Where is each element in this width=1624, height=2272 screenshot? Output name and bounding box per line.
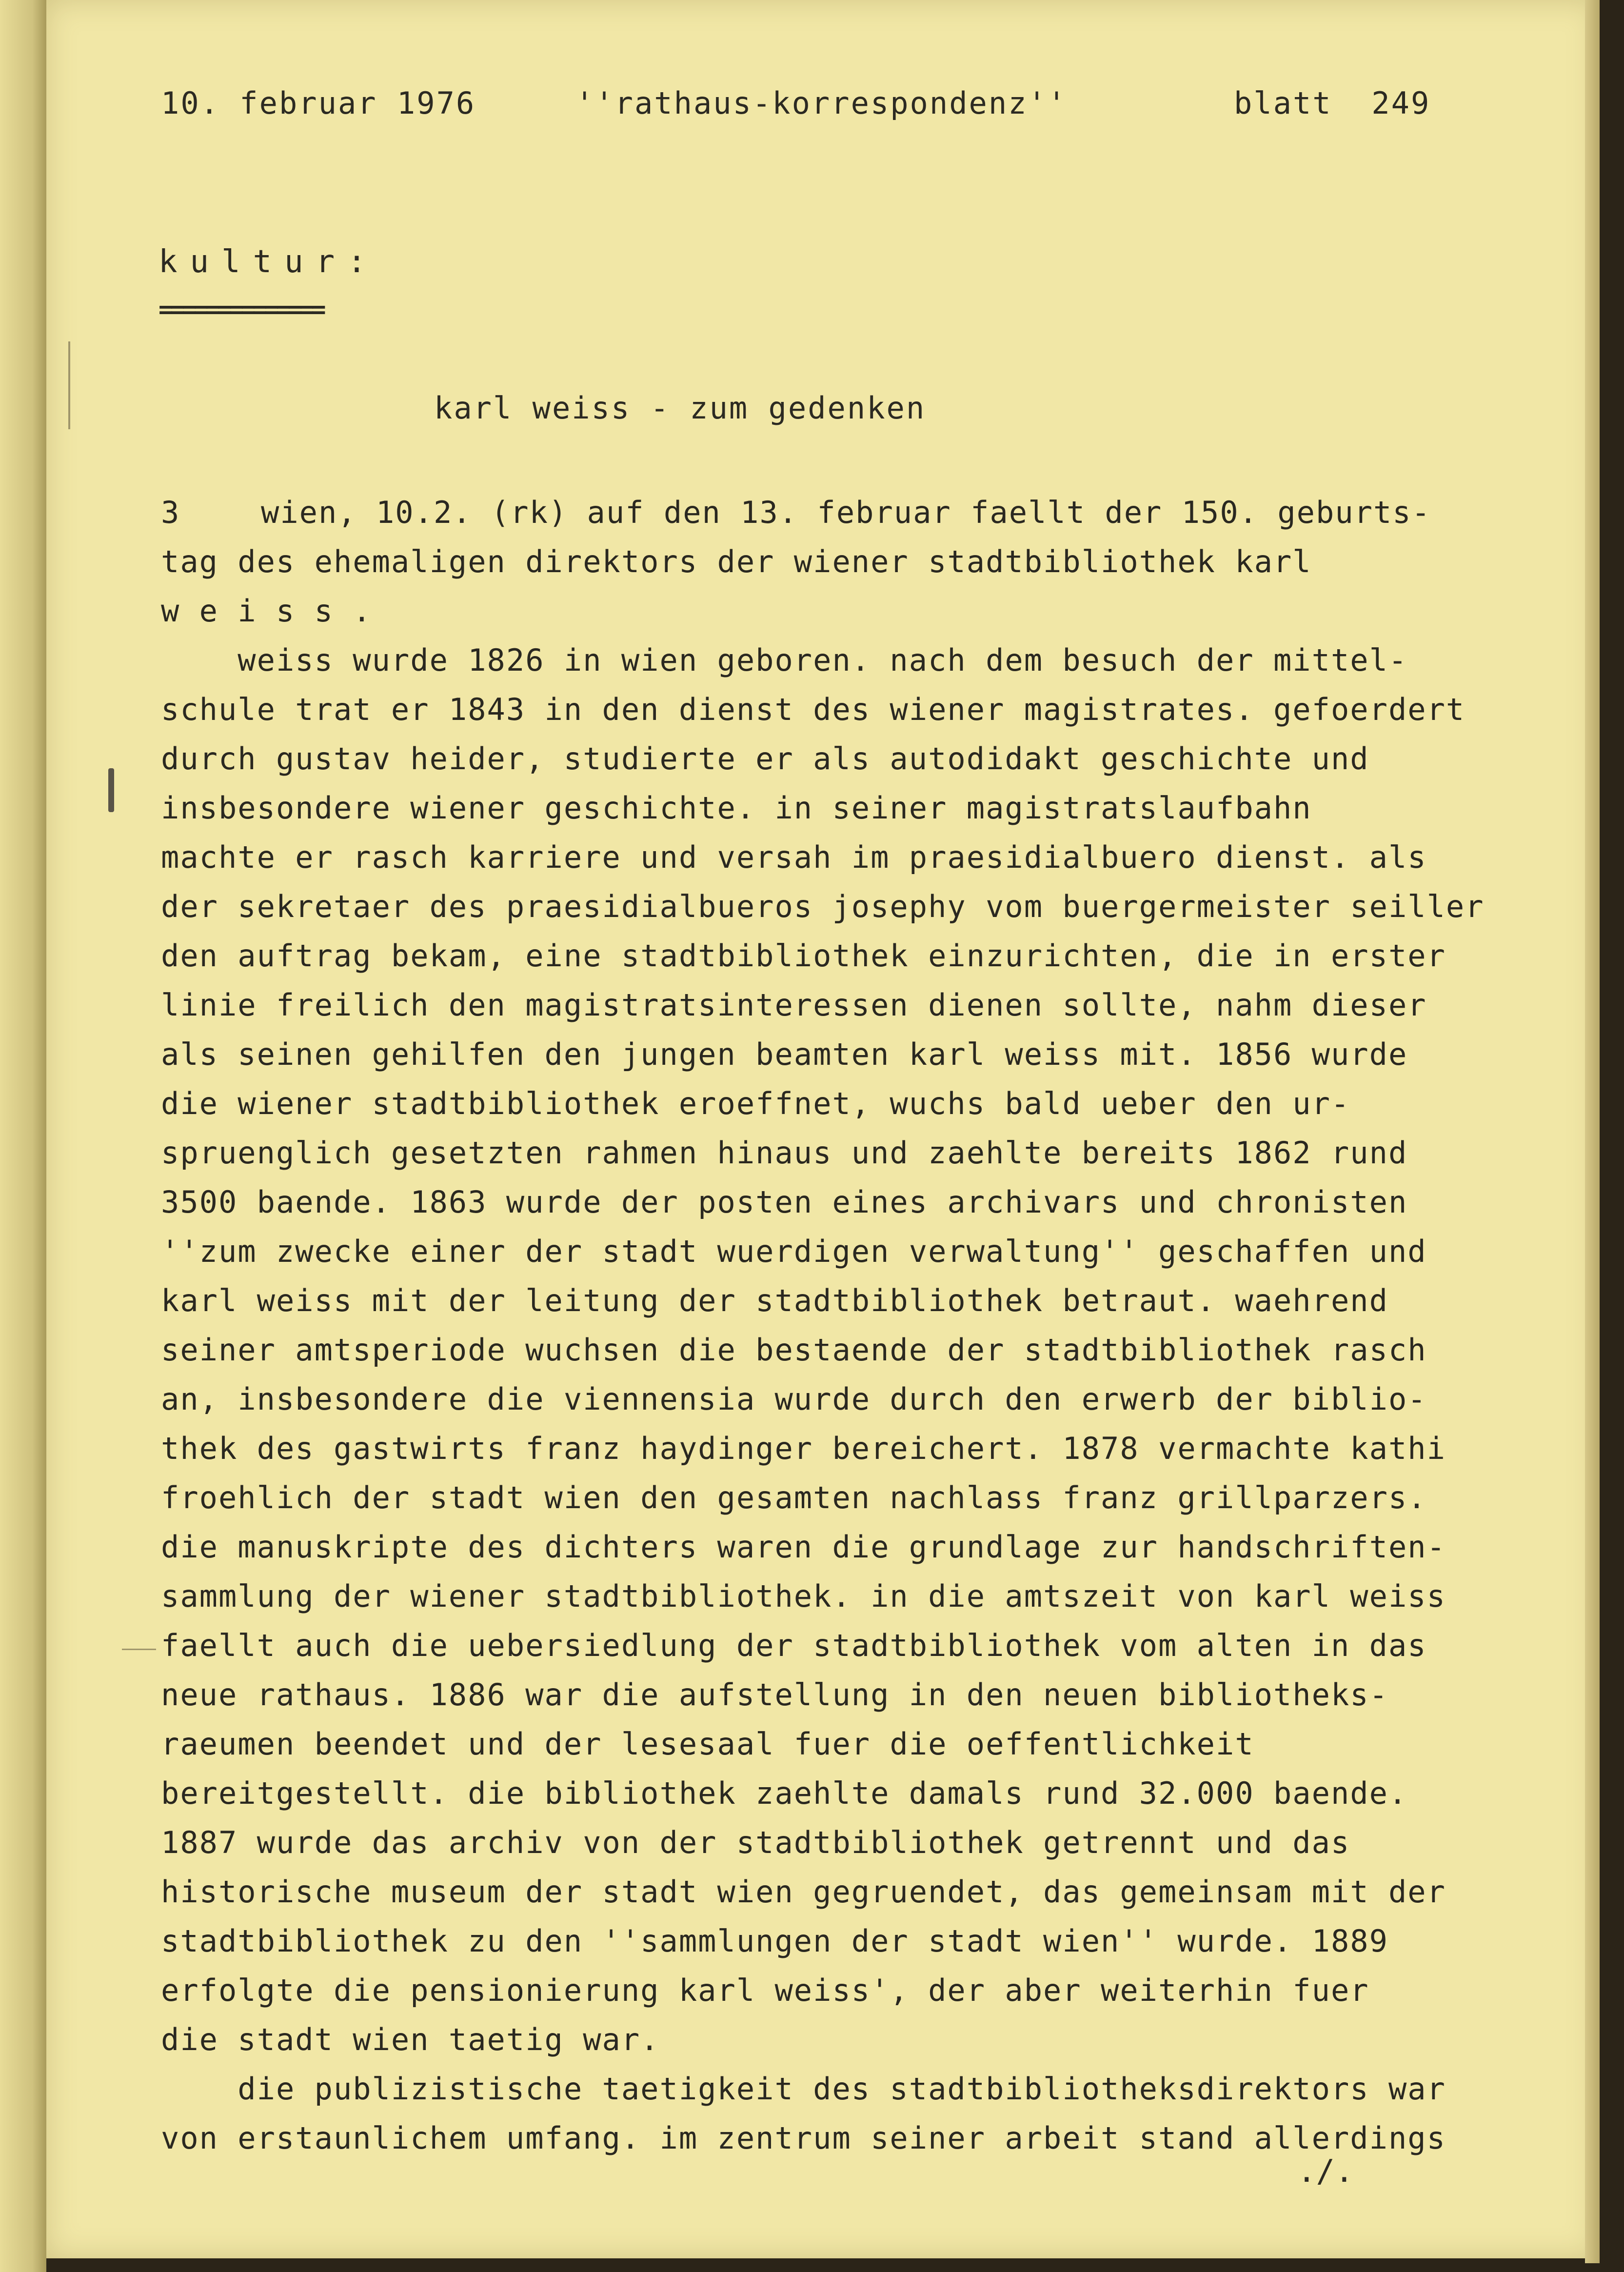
text-line bbox=[161, 1719, 1565, 1769]
article-title: karl weiss - zum gedenken bbox=[434, 390, 926, 426]
text-line bbox=[161, 488, 1565, 537]
text-line bbox=[161, 980, 1565, 1030]
text-line bbox=[161, 1769, 1565, 1818]
text-line bbox=[161, 1473, 1565, 1522]
text-line-content: 3500 baende. 1863 wurde der posten eines archivars und chronisten bbox=[161, 1184, 1408, 1220]
text-line bbox=[161, 734, 1565, 783]
text-line-content: an, insbesondere die viennensia wurde durch den erwerb der biblio- bbox=[161, 1381, 1427, 1417]
text-line bbox=[161, 833, 1565, 882]
text-line-content: linie freilich den magistratsinteressen dienen sollte, nahm dieser bbox=[161, 987, 1427, 1023]
text-line-content: die publizistische taetigkeit des stadtbibliotheksdirektors war bbox=[161, 2071, 1446, 2107]
text-line bbox=[161, 1079, 1565, 1128]
text-line-content: thek des gastwirts franz haydinger bereichert. 1878 vermachte kathi bbox=[161, 1431, 1446, 1466]
paragraph-number: 3 bbox=[161, 495, 180, 530]
text-line bbox=[161, 1177, 1565, 1227]
text-line bbox=[161, 2015, 1565, 2064]
header-date: 10. februar 1976 bbox=[161, 85, 476, 121]
text-line-content: die manuskripte des dichters waren die grundlage zur handschriften- bbox=[161, 1529, 1446, 1565]
header-publication: ''rathaus-korrespondenz'' bbox=[575, 85, 1068, 121]
section-underline: ============== bbox=[158, 295, 323, 323]
text-line bbox=[161, 1572, 1565, 1621]
text-line bbox=[161, 1670, 1565, 1719]
text-line bbox=[161, 931, 1565, 980]
text-line-content: die stadt wien taetig war. bbox=[161, 2022, 660, 2057]
text-line bbox=[161, 636, 1565, 685]
text-line-content: der sekretaer des praesidialbueros josephy vom buergermeister seiller bbox=[161, 889, 1485, 924]
header-sheet-number: blatt 249 bbox=[1234, 85, 1431, 121]
book-binding bbox=[0, 0, 46, 2272]
text-line bbox=[161, 1375, 1565, 1424]
margin-pencil-mark bbox=[68, 341, 70, 429]
text-line-content: die wiener stadtbibliothek eroeffnet, wuchs bald ueber den ur- bbox=[161, 1086, 1350, 1121]
text-line-content: den auftrag bekam, eine stadtbibliothek einzurichten, die in erster bbox=[161, 938, 1446, 974]
text-line bbox=[161, 1030, 1565, 1079]
text-line bbox=[161, 1325, 1565, 1375]
text-line-content: von erstaunlichem umfang. im zentrum seiner arbeit stand allerdings bbox=[161, 2120, 1446, 2156]
text-line-content: tag des ehemaligen direktors der wiener stadtbibliothek karl bbox=[161, 544, 1312, 579]
text-line bbox=[161, 1621, 1565, 1670]
text-line-content: neue rathaus. 1886 war die aufstellung in den neuen bibliotheks- bbox=[161, 1677, 1388, 1713]
text-line bbox=[161, 1966, 1565, 2015]
text-line bbox=[161, 1227, 1565, 1276]
article-body bbox=[161, 488, 1565, 2163]
text-line bbox=[161, 1424, 1565, 1473]
text-line-content: wien, 10.2. (rk) auf den 13. februar faellt der 150. geburts- bbox=[261, 495, 1431, 530]
text-line-content: schule trat er 1843 in den dienst des wiener magistrates. gefoerdert bbox=[161, 692, 1466, 727]
text-line-content: froehlich der stadt wien den gesamten nachlass franz grillparzers. bbox=[161, 1480, 1427, 1515]
text-line bbox=[161, 537, 1565, 586]
text-line-content: sammlung der wiener stadtbibliothek. in die amtszeit von karl weiss bbox=[161, 1578, 1446, 1614]
page-edge bbox=[1585, 0, 1600, 2263]
text-line bbox=[161, 2064, 1565, 2113]
text-line-content: stadtbibliothek zu den ''sammlungen der stadt wien'' wurde. 1889 bbox=[161, 1923, 1388, 1959]
text-line-content: erfolgte die pensionierung karl weiss', der aber weiterhin fuer bbox=[161, 1973, 1369, 2008]
text-line-content: w e i s s . bbox=[161, 593, 372, 629]
text-line bbox=[161, 783, 1565, 833]
text-line bbox=[161, 1276, 1565, 1325]
text-line-content: karl weiss mit der leitung der stadtbibliothek betraut. waehrend bbox=[161, 1283, 1388, 1318]
text-line-content: als seinen gehilfen den jungen beamten karl weiss mit. 1856 wurde bbox=[161, 1036, 1408, 1072]
text-line bbox=[161, 2113, 1565, 2163]
text-line bbox=[161, 1128, 1565, 1177]
text-line-content: bereitgestellt. die bibliothek zaehlte damals rund 32.000 baende. bbox=[161, 1775, 1408, 1811]
text-line bbox=[161, 882, 1565, 931]
text-line-content: insbesondere wiener geschichte. in seiner magistratslaufbahn bbox=[161, 790, 1312, 826]
text-line-content: spruenglich gesetzten rahmen hinaus und zaehlte bereits 1862 rund bbox=[161, 1135, 1408, 1171]
text-line-content: 1887 wurde das archiv von der stadtbibliothek getrennt und das bbox=[161, 1825, 1350, 1860]
text-line bbox=[161, 586, 1565, 636]
text-line-content: ''zum zwecke einer der stadt wuerdigen verwaltung'' geschaffen und bbox=[161, 1234, 1427, 1269]
margin-ink-mark bbox=[108, 768, 114, 812]
text-line-content: machte er rasch karriere und versah im praesidialbuero dienst. als bbox=[161, 839, 1427, 875]
section-heading: kultur: bbox=[158, 244, 379, 280]
text-line-content: faellt auch die uebersiedlung der stadtbibliothek vom alten in das bbox=[161, 1628, 1427, 1663]
text-line-content: weiss wurde 1826 in wien geboren. nach dem besuch der mittel- bbox=[161, 642, 1408, 678]
text-line bbox=[161, 1818, 1565, 1867]
continuation-mark: ./. bbox=[1297, 2153, 1354, 2190]
text-line bbox=[161, 1867, 1565, 1916]
text-line bbox=[161, 1522, 1565, 1572]
text-line-content: seiner amtsperiode wuchsen die bestaende der stadtbibliothek rasch bbox=[161, 1332, 1427, 1368]
margin-dash-mark bbox=[122, 1649, 156, 1650]
text-line-content: historische museum der stadt wien gegruendet, das gemeinsam mit der bbox=[161, 1874, 1446, 1910]
text-line-content: durch gustav heider, studierte er als autodidakt geschichte und bbox=[161, 741, 1369, 777]
text-line bbox=[161, 685, 1565, 734]
text-line bbox=[161, 1916, 1565, 1966]
text-line-content: raeumen beendet und der lesesaal fuer die oeffentlichkeit bbox=[161, 1726, 1254, 1762]
